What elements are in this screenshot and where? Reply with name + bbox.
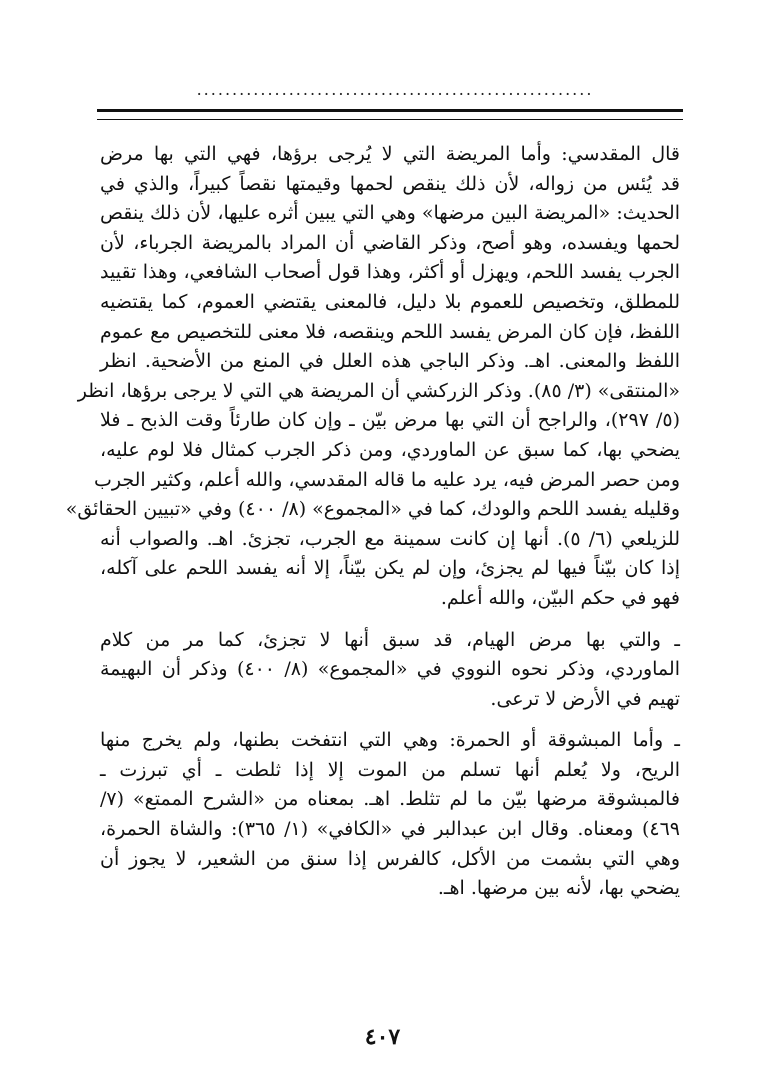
paragraph-2 (100, 626, 680, 715)
text-line: تهيم في الأرض لا ترعى. (490, 687, 680, 710)
paragraph-1 (65, 140, 680, 614)
text-line: ـ وأما المبشوقة أو الحمرة: وهي التي انتفخت بطنها، ولم يخرج منها (100, 729, 680, 752)
header-dotted-line: ........................................................ (196, 80, 594, 99)
paragraph-3 (100, 726, 680, 904)
paragraph-divider (100, 714, 680, 726)
text-line: الماوردي، وذكر نحوه النووي في «المجموع» (٨/ ٤٠٠) وذكر أن البهيمة (100, 658, 680, 681)
footnote-body (65, 140, 680, 904)
text-line: فالمبشوقة مرضها بيّن ما لم تثلط. اهـ. بمعناه من «الشرح الممتع» (٧/ (100, 788, 680, 811)
text-line: الجرب يفسد اللحم، ويهزل أو أكثر، وهذا قول أصحاب الشافعي، وهذا تقييد (100, 261, 680, 284)
text-line: يضحي بها، لأنه بين مرضها. اهـ. (437, 877, 680, 900)
text-line: يضحي بها، كما سبق عن الماوردي، ومن ذكر الجرب كمثال فلا لوم عليه، (100, 438, 680, 461)
text-line: إذا كان بيّناً فيها لم يجزئ، وإن لم يكن بيّناً، إلا أنه يفسد اللحم على آكله، (100, 557, 680, 580)
text-line: الحديث: «المريضة البين مرضها» وهي التي يبين أثره عليها، لأن ذلك ينقص (100, 202, 680, 225)
text-line: للمطلق، وتخصيص للعموم بلا دليل، فالمعنى يقتضي العموم، كما يقتضيه (100, 290, 680, 313)
text-line: وقليله يفسد اللحم والودك، كما في «المجموع» (٨/ ٤٠٠) وفي «تبيين الحقائق» (65, 498, 680, 521)
text-line: فهو في حكم البيّن، والله أعلم. (440, 586, 680, 609)
text-line: اللفظ والمعنى. اهـ. وذكر الباجي هذه العلل في المنع من الأضحية. انظر (100, 350, 680, 373)
text-line: «المنتقى» (٣/ ٨٥). وذكر الزركشي أن المريضة هي التي لا يرجى برؤها، انظر (77, 379, 680, 402)
text-line: الريح، ولا يُعلم أنها تسلم من الموت إلا إذا ثلطت ـ أي تبرزت ـ (100, 758, 680, 781)
text-line: قد يُئس من زواله، لأن ذلك ينقص لحمها وقيمتها نقصاً كبيراً، والذي في (100, 172, 680, 195)
text-line: وهي التي بشمت من الأكل، كالفرس إذا سنق من الشعير، لا يجوز أن (100, 847, 680, 870)
text-line: ٤٦٩) ومعناه. وقال ابن عبدالبر في «الكافي» (١/ ٣٦٥): والشاة الحمرة، (100, 818, 680, 841)
header-rule-thin (97, 119, 683, 120)
text-line: (٥/ ٢٩٧)، والراجح أن التي بها مرض بيّن ـ وإن كان طارئاً وقت الذبح ـ فلا (100, 409, 680, 432)
text-line: ـ والتي بها مرض الهيام، قد سبق أنها لا تجزئ، كما مر من كلام (100, 628, 680, 651)
header-rule-thick (97, 109, 683, 112)
text-line: ومن حصر المرض فيه، يرد عليه ما قاله المقدسي، والله أعلم، وكثير الجرب (93, 468, 680, 491)
text-line: للزيلعي (٦/ ٥). أنها إن كانت سمينة مع الجرب، تجزئ. اهـ. والصواب أنه (100, 527, 680, 550)
text-line: اللفظ، فإن كان المرض يفسد اللحم وينقصه، فلا معنى للتخصيص مع عموم (100, 320, 680, 343)
page-number: ٤٠٧ (364, 1024, 401, 1050)
text-line: قال المقدسي: وأما المريضة التي لا يُرجى برؤها، فهي التي بها مرض (100, 143, 680, 165)
paragraph-divider (100, 614, 680, 626)
text-line: لحمها ويفسده، وهو أصح، وذكر القاضي أن المراد بالمريضة الجرباء، لأن (100, 231, 680, 254)
